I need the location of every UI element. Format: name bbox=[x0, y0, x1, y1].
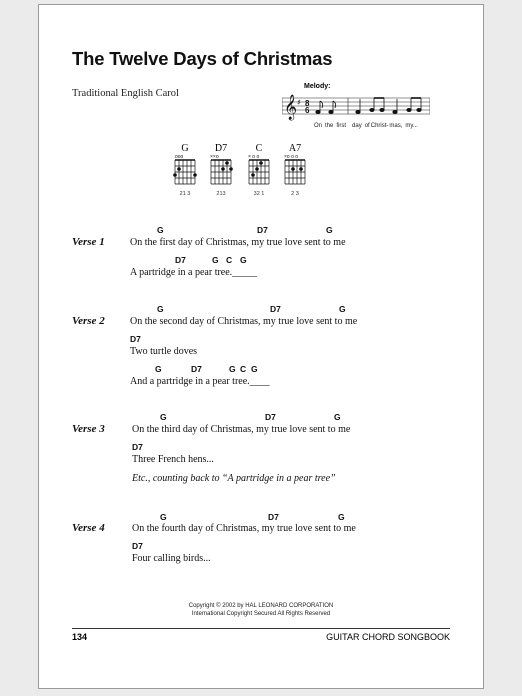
footer-rule bbox=[72, 628, 450, 629]
chord-symbol: D7 bbox=[270, 304, 281, 314]
verse-label: Verse 4 bbox=[72, 522, 105, 534]
svg-text:×o o o: ×o o o bbox=[284, 154, 299, 160]
verse-note: Etc., counting back to “A partridge in a pear tree” bbox=[132, 473, 336, 484]
chord-symbol: C bbox=[226, 255, 233, 265]
a7-chord-diagram-icon bbox=[283, 154, 307, 186]
melody-label: Melody: bbox=[304, 83, 331, 90]
chord-symbol: G bbox=[251, 364, 258, 374]
song-title: The Twelve Days of Christmas bbox=[72, 48, 333, 69]
chord-name: A7 bbox=[288, 143, 302, 154]
lyric-line: A partridge in a pear tree._____ bbox=[130, 267, 258, 278]
lyric-line: On the first day of Christmas, my true love sent to me bbox=[130, 237, 346, 248]
chord-symbol: G bbox=[212, 255, 219, 265]
chord-symbol: D7 bbox=[132, 442, 143, 452]
chord-fingering: 2 3 bbox=[291, 191, 299, 197]
chord-symbol: G bbox=[160, 412, 167, 422]
melody-lyric: Christ- bbox=[370, 123, 389, 129]
chord-symbol: G bbox=[326, 225, 333, 235]
melody-lyric: the bbox=[325, 123, 334, 129]
verse-label: Verse 3 bbox=[72, 423, 105, 435]
lyric-line: On the fourth day of Christmas, my true love sent to me bbox=[132, 523, 356, 534]
copyright-line: International Copyright Secured All Rights Reserved bbox=[191, 611, 331, 617]
lyric-line: Three French hens... bbox=[132, 454, 214, 465]
d7-chord-diagram-icon bbox=[209, 154, 233, 186]
chord-fingering: 213 bbox=[216, 191, 226, 197]
chord-symbol: G bbox=[240, 255, 247, 265]
verse-label: Verse 2 bbox=[72, 315, 105, 327]
melody-lyric: On bbox=[314, 123, 323, 129]
book-title: GUITAR CHORD SONGBOOK bbox=[326, 632, 450, 642]
chord-symbol: G bbox=[229, 364, 236, 374]
lyric-line: On the third day of Christmas, my true love sent to me bbox=[132, 424, 351, 435]
chord-symbol: G bbox=[157, 304, 164, 314]
lyric-line: Four calling birds... bbox=[132, 553, 211, 564]
svg-text:♯: ♯ bbox=[297, 98, 301, 107]
svg-text:6: 6 bbox=[305, 106, 310, 115]
chord-symbol: D7 bbox=[191, 364, 202, 374]
chord-diagram-a7 bbox=[282, 144, 308, 197]
chord-symbol: D7 bbox=[175, 255, 186, 265]
song-subtitle: Traditional English Carol bbox=[72, 88, 179, 99]
melody-lyric: day bbox=[352, 123, 362, 129]
copyright-line: Copyright © 2002 by HAL LEONARD CORPORATION bbox=[188, 603, 334, 609]
lyric-line: Two turtle doves bbox=[130, 346, 198, 357]
chord-name: G bbox=[181, 143, 189, 154]
chord-symbol: G bbox=[155, 364, 162, 374]
svg-text:ooo: ooo bbox=[175, 154, 184, 160]
chord-name: D7 bbox=[214, 143, 228, 154]
chord-fingering: 32 1 bbox=[253, 191, 265, 197]
svg-text:××o: ××o bbox=[210, 154, 219, 160]
chord-diagram-g bbox=[172, 144, 198, 197]
chord-symbol: G bbox=[339, 304, 346, 314]
chord-symbol: D7 bbox=[130, 334, 141, 344]
chord-fingering: 21 3 bbox=[179, 191, 191, 197]
chord-symbol: C bbox=[240, 364, 247, 374]
chord-symbol: G bbox=[160, 512, 167, 522]
svg-text:8: 8 bbox=[305, 99, 310, 108]
c-chord-diagram-icon bbox=[247, 154, 271, 186]
sheet-page bbox=[38, 4, 484, 689]
chord-symbol: D7 bbox=[257, 225, 268, 235]
svg-text:𝄞: 𝄞 bbox=[284, 95, 298, 120]
page-number: 134 bbox=[72, 632, 88, 642]
melody-lyric: mas, bbox=[389, 123, 403, 129]
chord-symbol: G bbox=[157, 225, 164, 235]
chord-name: C bbox=[255, 143, 263, 154]
melody-lyric: of bbox=[364, 123, 370, 129]
verse-label: Verse 1 bbox=[72, 236, 105, 248]
chord-symbol: D7 bbox=[268, 512, 279, 522]
melody-lyric: first bbox=[336, 123, 347, 129]
chord-symbol: G bbox=[334, 412, 341, 422]
chord-diagram-d7 bbox=[208, 144, 234, 197]
svg-text:× o o: × o o bbox=[248, 154, 260, 160]
melody-lyrics bbox=[314, 123, 421, 129]
g-chord-diagram-icon bbox=[173, 154, 197, 186]
lyric-line: On the second day of Christmas, my true love sent to me bbox=[130, 316, 358, 327]
melody-lyric: my... bbox=[405, 123, 418, 129]
chord-symbol: D7 bbox=[265, 412, 276, 422]
chord-diagram-c bbox=[246, 144, 272, 197]
chord-symbol: G bbox=[338, 512, 345, 522]
lyric-line: And a partridge in a pear tree.____ bbox=[130, 376, 270, 387]
chord-symbol: D7 bbox=[132, 541, 143, 551]
